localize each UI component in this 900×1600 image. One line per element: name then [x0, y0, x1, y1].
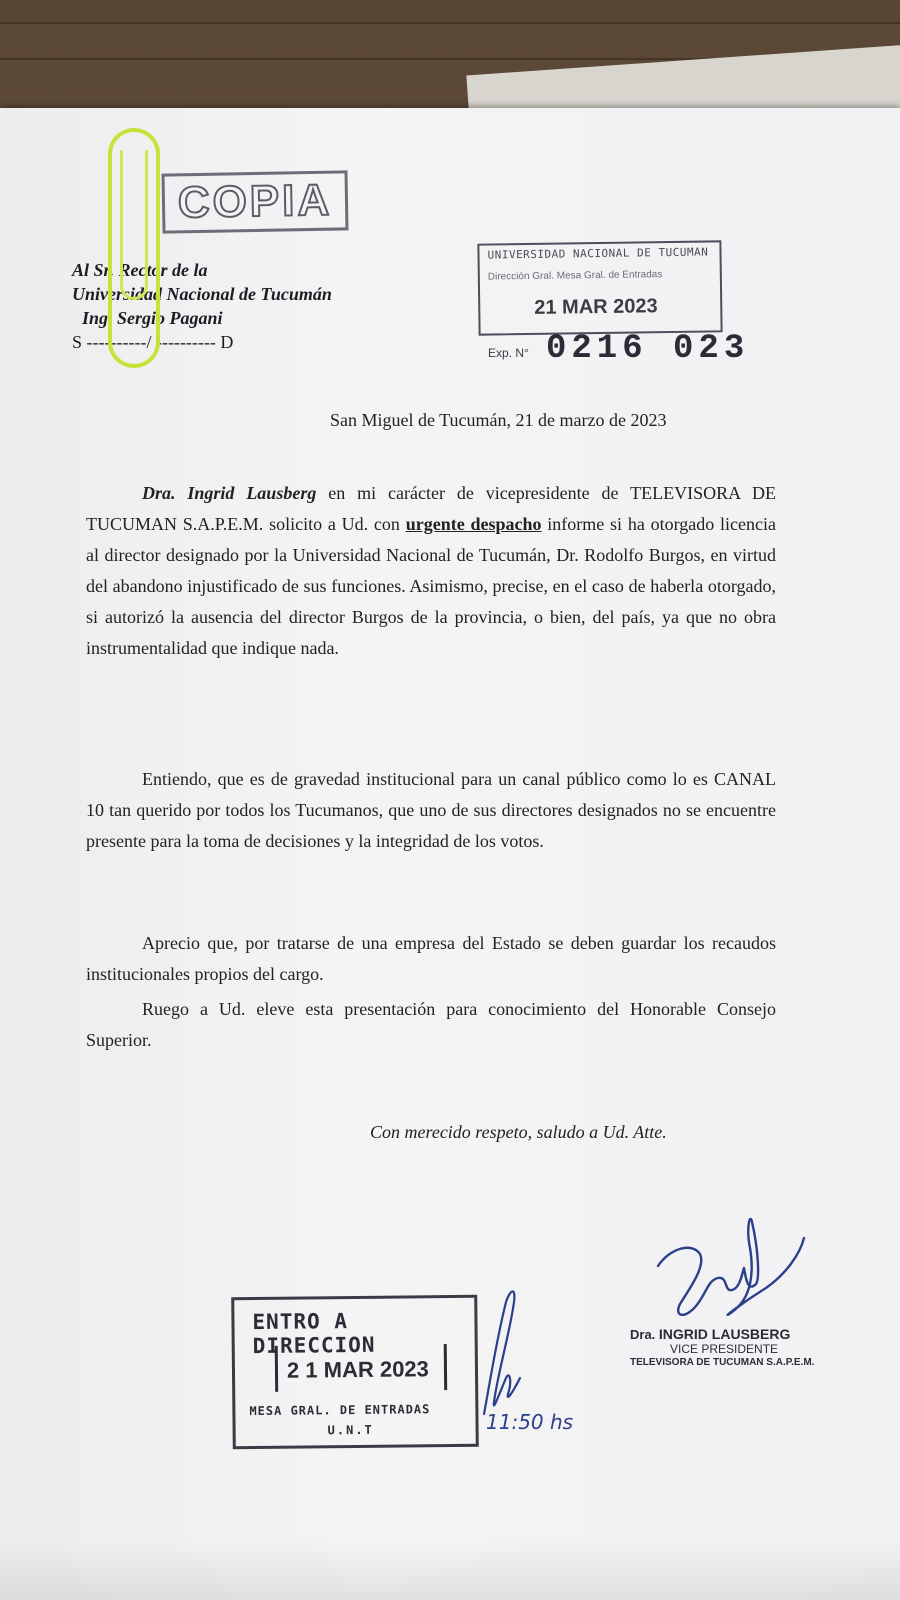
- page-shadow: [0, 1540, 900, 1600]
- entry-stamp: [231, 1295, 479, 1450]
- signer-title: Dra.: [630, 1327, 656, 1342]
- author-name: Dra. Ingrid Lausberg: [142, 483, 317, 503]
- signature-block: [630, 1326, 814, 1370]
- file-number: 0216 023: [546, 330, 750, 368]
- closing-line: Con merecido respeto, saludo a Ud. Atte.: [370, 1122, 667, 1142]
- handwritten-time: 11:50 hs: [486, 1410, 574, 1434]
- date-line: San Miguel de Tucumán, 21 de marzo de 2023: [330, 410, 667, 430]
- signer-role: VICE PRESIDENTE: [670, 1342, 779, 1356]
- file-number-label: Exp. N°: [488, 346, 529, 360]
- addressee-line-1: Al Sr. Rector de la: [72, 260, 208, 280]
- desk-grain: [0, 22, 900, 24]
- reception-stamp-date: 21 MAR 2023: [534, 295, 658, 319]
- reception-stamp: [477, 240, 722, 335]
- paragraph-1-text-b: informe si ha otorgado licencia al director designado por la Universidad Nacional de Tucumán, Dr. Rodolfo Burgos, en virtud del abandono injustificado de sus funciones. Asimismo, precise, en el caso de haberla otorgado, si autorizó la ausencia del director Burgos de la provincia, o bien, del país, ya que no obra instrumentalidad que indique nada.: [86, 514, 777, 658]
- entry-stamp-title: ENTRO A DIRECCION: [252, 1309, 376, 1359]
- paperclip-inner-loop: [120, 150, 148, 300]
- paragraph-3: Aprecio que, por tratarse de una empresa del Estado se deben guardar los recaudos institucionales propios del cargo.: [86, 933, 776, 984]
- paragraph-4: Ruego a Ud. eleve esta presentación para conocimiento del Honorable Consejo Superior.: [86, 999, 776, 1050]
- urgent-phrase: urgente despacho: [405, 514, 542, 534]
- reception-stamp-office: Dirección Gral. Mesa Gral. de Entradas: [487, 269, 663, 283]
- reception-stamp-institution: UNIVERSIDAD NACIONAL DE TUCUMAN: [487, 245, 709, 262]
- signer-name: INGRID LAUSBERG: [658, 1326, 791, 1342]
- entry-stamp-office: MESA GRAL. DE ENTRADAS: [249, 1402, 431, 1419]
- copy-stamp-label: COPIA: [177, 175, 333, 228]
- signer-company: TELEVISORA DE TUCUMAN S.A.P.E.M.: [630, 1357, 815, 1368]
- addressee-line-3: Ing. Sergio Pagani: [82, 308, 223, 328]
- signer-name-line: [630, 1326, 814, 1342]
- entry-stamp-org: U.N.T: [327, 1422, 374, 1438]
- signature-scribble: [640, 1208, 820, 1338]
- addressee-line-2: Universidad Nacional de Tucumán: [72, 284, 332, 304]
- copy-stamp: [161, 170, 348, 233]
- paragraph-2: Entiendo, que es de gravedad institucional para un canal público como lo es CANAL 10 tan querido por todos los Tucumanos, que uno de sus directores designados no se encuentre presente para la toma de decisiones y la integridad de los votos.: [86, 769, 776, 851]
- addressee-line-4: S ----------/ ---------- D: [72, 332, 234, 352]
- paragraph-1: [86, 478, 776, 664]
- entry-stamp-date: 2 1 MAR 2023: [286, 1356, 429, 1383]
- paragraph-1-text-a: en mi carácter de vicepresidente de TELEVISORA DE TUCUMAN S.A.P.E.M. solicito a Ud. con: [86, 483, 776, 534]
